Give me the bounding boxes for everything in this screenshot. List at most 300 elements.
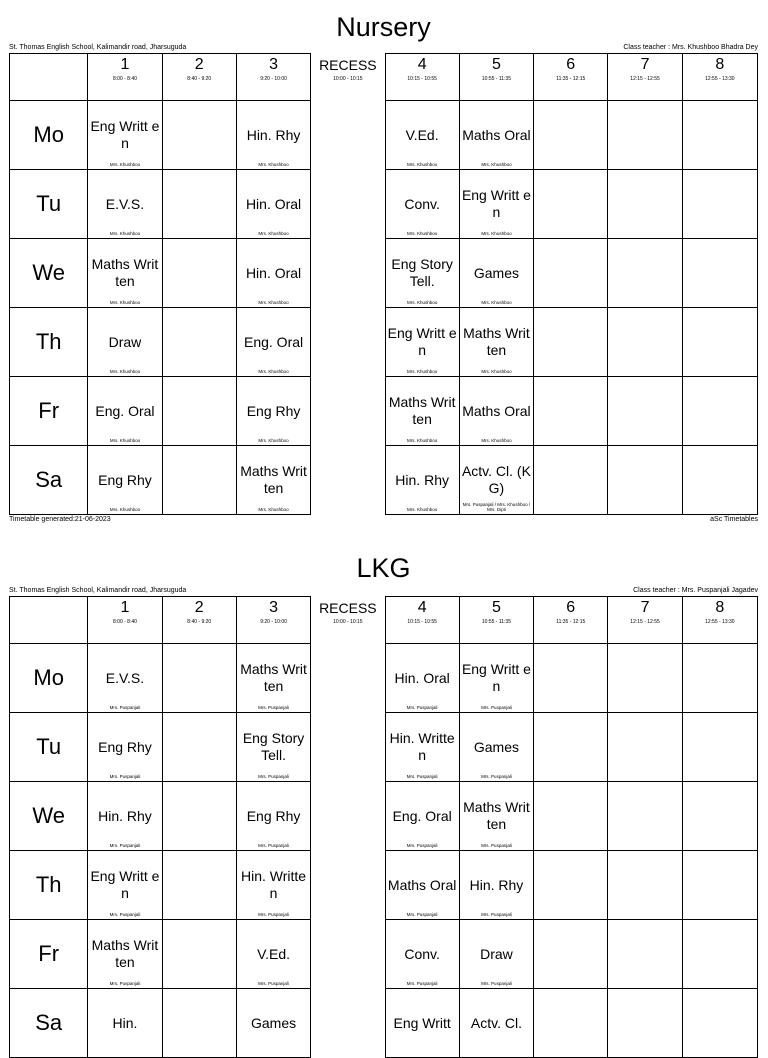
lesson-cell: [385, 377, 459, 446]
subject: V.Ed.: [257, 945, 291, 962]
teacher: Mrs. Khushboo: [481, 162, 512, 167]
teacher: Mrs. Puspanjali: [481, 912, 512, 917]
subject: Hin. Oral: [394, 669, 450, 686]
subject: Hin. Oral: [245, 264, 302, 281]
teacher: Mrs. Khushboo: [407, 369, 438, 374]
table-row: [10, 644, 758, 713]
day-label: [10, 920, 88, 989]
period-time: 12:15 - 12:55: [630, 76, 660, 82]
subject: Maths Oral: [462, 126, 531, 143]
lesson-cell: [88, 851, 162, 920]
lesson-cell: [682, 170, 757, 239]
period-time: 8:00 - 8:40: [113, 619, 137, 625]
period-number: 1: [120, 56, 130, 73]
teacher: Mrs. Puspanjali: [109, 981, 141, 986]
subject: Maths Written: [240, 661, 307, 694]
table-row: [10, 170, 758, 239]
lesson-cell: [459, 644, 533, 713]
lesson-cell: [236, 446, 310, 515]
period-number: 8: [715, 599, 725, 616]
lesson-cell: [534, 170, 608, 239]
subject: Maths Written: [463, 325, 530, 358]
lesson-cell: [682, 713, 757, 782]
school-name: St. Thomas English School, Kalimandir road, Jharsuguda: [9, 44, 187, 51]
period-header: [608, 54, 682, 101]
lesson-cell: [88, 644, 162, 713]
lesson-cell: [162, 644, 236, 713]
recess-cell: [311, 170, 385, 239]
lesson-cell: [162, 308, 236, 377]
period-time: 10:55 - 11:35: [481, 619, 511, 625]
class-teacher: Class teacher : Mrs. Khushboo Bhadra Dey: [623, 44, 758, 51]
lesson-cell: [88, 170, 162, 239]
day-label: [10, 239, 88, 308]
subject: Hin. Rhy: [98, 807, 152, 824]
teacher: Mrs. Puspanjali: [258, 774, 289, 779]
period-header: [459, 54, 533, 101]
period-number: 2: [194, 599, 204, 616]
day-label: [10, 851, 88, 920]
teacher: Mrs. Khushboo: [109, 162, 141, 167]
corner-cell: [10, 54, 88, 101]
period-header: [385, 597, 459, 644]
period-header: [459, 597, 533, 644]
teacher: Mrs. Puspanjali: [406, 705, 438, 710]
lesson-cell: [608, 101, 682, 170]
lesson-cell: [534, 101, 608, 170]
timetable-title: Nursery: [336, 12, 431, 42]
header-row: [10, 597, 758, 644]
teacher: Mrs. Puspanjali: [258, 912, 289, 917]
subject: Eng Rhy: [98, 738, 152, 755]
table-row: [10, 920, 758, 989]
teacher: Mrs. Puspanjali: [481, 981, 512, 986]
recess-cell: [311, 101, 385, 170]
lesson-cell: [385, 713, 459, 782]
lesson-cell: [608, 239, 682, 308]
period-number: 3: [269, 56, 278, 73]
teacher: Mrs. Puspanjali: [258, 981, 289, 986]
corner-cell: [10, 597, 88, 644]
teacher: Mrs. Khushboo: [109, 507, 141, 512]
subject: Maths Written: [91, 256, 159, 289]
day-label: [10, 989, 88, 1058]
subject: Eng Rhy: [246, 807, 301, 824]
lesson-cell: [385, 920, 459, 989]
subject: Eng Writt en: [90, 118, 160, 151]
lesson-cell: [236, 782, 310, 851]
period-time: 8:40 - 9:20: [187, 619, 212, 625]
day-label: [10, 170, 88, 239]
lesson-cell: [534, 851, 608, 920]
period-number: 5: [491, 599, 501, 616]
day-label: [10, 713, 88, 782]
lesson-cell: [534, 713, 608, 782]
lesson-cell: [534, 644, 608, 713]
subject: Games: [473, 264, 519, 281]
teacher: Mrs. Khushboo: [109, 438, 141, 443]
subject: Maths Written: [388, 394, 456, 427]
lesson-cell: [459, 713, 533, 782]
table-row: [10, 239, 758, 308]
lesson-cell: [608, 644, 682, 713]
teacher: Mrs. Puspanjali: [406, 843, 438, 848]
table-row: [10, 782, 758, 851]
period-number: 4: [417, 599, 427, 616]
period-header: [236, 54, 310, 101]
period-time: 8:40 - 9:20: [187, 76, 212, 82]
teacher: Mrs. Khushboo: [407, 507, 438, 512]
lesson-cell: [385, 851, 459, 920]
lesson-cell: [385, 308, 459, 377]
lesson-cell: [459, 239, 533, 308]
day-label: [10, 446, 88, 515]
lesson-cell: [682, 239, 757, 308]
period-header: [385, 54, 459, 101]
lesson-cell: [682, 446, 757, 515]
lesson-cell: [236, 920, 310, 989]
period-time: 10:15 - 10:55: [407, 76, 437, 82]
teacher: Mrs. Khushboo: [109, 369, 141, 374]
period-header: [88, 54, 162, 101]
period-number: 6: [566, 56, 576, 73]
lesson-cell: [534, 446, 608, 515]
lesson-cell: [682, 920, 757, 989]
subject: Games: [473, 738, 519, 755]
day-label: [10, 308, 88, 377]
lesson-cell: [88, 377, 162, 446]
subject: Conv.: [404, 195, 440, 212]
lesson-cell: [236, 713, 310, 782]
subject: Hin. Written: [389, 730, 455, 763]
teacher: Mrs. Khushboo: [258, 162, 289, 167]
lesson-cell: [608, 782, 682, 851]
lesson-cell: [236, 308, 310, 377]
lesson-cell: [534, 920, 608, 989]
teacher: Mrs. Puspanjali: [109, 843, 141, 848]
lesson-cell: [534, 989, 608, 1058]
class-teacher: Class teacher : Mrs. Puspanjali Jagadev: [633, 587, 758, 594]
subject: Eng Story Tell.: [242, 730, 305, 763]
lesson-cell: [682, 308, 757, 377]
lesson-cell: [88, 713, 162, 782]
subject: Maths Written: [91, 937, 159, 970]
teacher: Mrs. Khushboo: [109, 300, 141, 305]
period-number: 4: [417, 56, 427, 73]
teacher: Mrs. Puspanjali: [406, 912, 438, 917]
subject: Eng. Oral: [95, 402, 155, 419]
subject: Maths Written: [463, 799, 530, 832]
subject: Eng Story Tell.: [391, 256, 453, 289]
lesson-cell: [162, 920, 236, 989]
lesson-cell: [236, 851, 310, 920]
teacher: Mrs. Khushboo: [258, 507, 289, 512]
subject: Eng Rhy: [98, 471, 152, 488]
recess-cell: [311, 920, 385, 989]
subject: Eng. Oral: [392, 807, 452, 824]
subject: V.Ed.: [405, 126, 439, 143]
lesson-cell: [162, 377, 236, 446]
subject: Maths Oral: [462, 402, 531, 419]
period-header: [162, 54, 236, 101]
subject: E.V.S.: [105, 195, 145, 212]
lesson-cell: [88, 782, 162, 851]
subject: Hin. Written: [241, 868, 307, 901]
lesson-cell: [459, 851, 533, 920]
lesson-cell: [236, 989, 310, 1058]
day-name: Fr: [38, 398, 60, 423]
period-header: [682, 597, 757, 644]
subject: Hin. Rhy: [246, 126, 301, 143]
timetable-title: LKG: [356, 553, 411, 583]
period-number: RECESS: [319, 56, 377, 73]
teacher: Mrs. Khushboo: [109, 231, 141, 236]
subject: Hin. Oral: [245, 195, 302, 212]
lesson-cell: [88, 989, 162, 1058]
lesson-cell: [682, 377, 757, 446]
teacher: Mrs. Puspanjali: [109, 705, 141, 710]
day-name: Tu: [36, 191, 62, 216]
teacher: Mrs. Khushboo: [481, 300, 512, 305]
period-time: 12:15 - 12:55: [630, 619, 660, 625]
lesson-cell: [608, 377, 682, 446]
period-time: 9:20 - 10:00: [260, 619, 287, 625]
subject: Eng Writt en: [461, 661, 531, 694]
lesson-cell: [534, 377, 608, 446]
lesson-cell: [534, 239, 608, 308]
subject: Eng. Oral: [243, 333, 304, 350]
teacher: Mrs. Puspanjali: [481, 705, 512, 710]
lesson-cell: [608, 446, 682, 515]
teacher: Mrs. Khushboo: [481, 369, 512, 374]
period-header: [534, 54, 608, 101]
period-time: 10:55 - 11:35: [481, 76, 511, 82]
lesson-cell: [236, 644, 310, 713]
subject: Eng Writt en: [90, 868, 160, 901]
lesson-cell: [459, 920, 533, 989]
recess-cell: [311, 446, 385, 515]
lesson-cell: [385, 989, 459, 1058]
recess-cell: [311, 713, 385, 782]
subject: Eng Rhy: [246, 402, 301, 419]
recess-cell: [311, 377, 385, 446]
lesson-cell: [88, 308, 162, 377]
teacher: Mrs. Khushboo: [258, 231, 289, 236]
header-row: [10, 54, 758, 101]
subject: Actv. Cl.: [470, 1014, 522, 1031]
table-row: [10, 713, 758, 782]
day-name: Th: [35, 329, 62, 354]
teacher: Mrs. Puspanjali: [109, 912, 141, 917]
lesson-cell: [88, 239, 162, 308]
period-header: [534, 597, 608, 644]
school-name: St. Thomas English School, Kalimandir road, Jharsuguda: [9, 587, 187, 594]
day-name: Sa: [35, 1010, 63, 1035]
lesson-cell: [162, 170, 236, 239]
period-number: 2: [194, 56, 204, 73]
period-time: 12:55 - 13:30: [705, 619, 735, 625]
subject: Hin. Rhy: [469, 876, 524, 893]
lesson-cell: [459, 101, 533, 170]
day-label: [10, 377, 88, 446]
timetable-grid: [9, 53, 758, 515]
lesson-cell: [608, 920, 682, 989]
period-header: [682, 54, 757, 101]
recess-cell: [311, 782, 385, 851]
lesson-cell: [682, 851, 757, 920]
lesson-cell: [459, 782, 533, 851]
day-name: Sa: [35, 467, 63, 492]
recess-cell: [311, 239, 385, 308]
table-row: [10, 377, 758, 446]
lesson-cell: [385, 782, 459, 851]
lesson-cell: [236, 170, 310, 239]
lesson-cell: [162, 101, 236, 170]
timetable-generated: Timetable generated:21-06-2023: [9, 516, 111, 523]
period-header: [88, 597, 162, 644]
period-number: 3: [269, 599, 278, 616]
teacher: Mrs. Khushboo: [481, 231, 512, 236]
period-header: [162, 597, 236, 644]
lesson-cell: [162, 782, 236, 851]
table-row: [10, 851, 758, 920]
lesson-cell: [162, 446, 236, 515]
day-name: Mo: [33, 122, 64, 147]
teacher: Mrs. Khushboo: [407, 438, 438, 443]
lesson-cell: [385, 170, 459, 239]
lesson-cell: [385, 239, 459, 308]
recess-cell: [311, 851, 385, 920]
lesson-cell: [608, 851, 682, 920]
teacher: Mrs. Khushboo: [407, 231, 438, 236]
period-number: 7: [640, 56, 650, 73]
day-label: [10, 644, 88, 713]
table-row: [10, 101, 758, 170]
lesson-cell: [682, 989, 757, 1058]
lesson-cell: [459, 989, 533, 1058]
period-number: 6: [566, 599, 576, 616]
lesson-cell: [534, 308, 608, 377]
lesson-cell: [88, 101, 162, 170]
teacher: Mrs. Puspanjali: [258, 705, 289, 710]
subject: Actv. Cl. (KG): [461, 463, 531, 496]
period-time: 10:00 - 10:15: [333, 75, 363, 82]
lesson-cell: [236, 101, 310, 170]
teacher: Mrs. Puspanjali / Mrs. Khushboo / Mrs. Dipti: [462, 502, 531, 512]
lesson-cell: [682, 644, 757, 713]
subject: E.V.S.: [105, 669, 145, 686]
teacher: Mrs. Puspanjali: [481, 774, 512, 779]
timetable-grid: [9, 596, 758, 1058]
teacher: Mrs. Puspanjali: [406, 981, 438, 986]
subject: Draw: [480, 945, 513, 962]
recess-header: [311, 54, 385, 101]
lesson-cell: [88, 446, 162, 515]
lesson-cell: [608, 308, 682, 377]
period-time: 10:00 - 10:15: [333, 618, 363, 625]
lesson-cell: [608, 989, 682, 1058]
recess-cell: [311, 644, 385, 713]
subject: Conv.: [404, 945, 440, 962]
period-time: 11:35 - 12:15: [556, 619, 586, 625]
lesson-cell: [162, 239, 236, 308]
period-time: 9:20 - 10:00: [260, 76, 287, 82]
subject: Hin. Rhy: [395, 471, 449, 488]
period-time: 12:55 - 13:30: [705, 76, 735, 82]
period-time: 10:15 - 10:55: [407, 619, 437, 625]
lesson-cell: [236, 377, 310, 446]
table-row: [10, 446, 758, 515]
teacher: Mrs. Puspanjali: [481, 843, 512, 848]
period-number: 7: [640, 599, 650, 616]
lesson-cell: [459, 446, 533, 515]
subject: Maths Oral: [387, 876, 457, 893]
teacher: Mrs. Khushboo: [481, 438, 512, 443]
day-name: We: [32, 803, 65, 828]
lesson-cell: [534, 782, 608, 851]
period-number: 8: [715, 56, 725, 73]
lesson-cell: [459, 170, 533, 239]
period-number: RECESS: [319, 599, 377, 616]
day-label: [10, 782, 88, 851]
period-header: [236, 597, 310, 644]
teacher: Mrs. Puspanjali: [406, 774, 438, 779]
lesson-cell: [162, 989, 236, 1058]
teacher: Mrs. Khushboo: [258, 300, 289, 305]
lesson-cell: [385, 644, 459, 713]
recess-cell: [311, 308, 385, 377]
lesson-cell: [162, 713, 236, 782]
lesson-cell: [88, 920, 162, 989]
lesson-cell: [385, 446, 459, 515]
lesson-cell: [162, 851, 236, 920]
period-header: [608, 597, 682, 644]
lesson-cell: [682, 782, 757, 851]
period-time: 8:00 - 8:40: [113, 76, 137, 82]
teacher: Mrs. Khushboo: [258, 369, 289, 374]
period-number: 1: [120, 599, 130, 616]
day-name: Mo: [33, 665, 64, 690]
day-name: Fr: [38, 941, 60, 966]
teacher: Mrs. Khushboo: [407, 300, 438, 305]
subject: Eng Writt en: [387, 325, 457, 358]
period-time: 11:35 - 12:15: [556, 76, 586, 82]
day-name: We: [32, 260, 65, 285]
teacher: Mrs. Puspanjali: [258, 843, 289, 848]
subject: Hin.: [112, 1014, 138, 1031]
teacher: Mrs. Puspanjali: [109, 774, 141, 779]
table-row: [10, 308, 758, 377]
teacher: Mrs. Khushboo: [407, 162, 438, 167]
software-credit: aSc Timetables: [710, 516, 758, 523]
lesson-cell: [236, 239, 310, 308]
subject: Eng Writt: [393, 1014, 451, 1031]
day-name: Th: [35, 872, 62, 897]
lesson-cell: [459, 377, 533, 446]
day-name: Tu: [36, 734, 62, 759]
recess-header: [311, 597, 385, 644]
recess-cell: [311, 989, 385, 1058]
subject: Draw: [108, 333, 142, 350]
lesson-cell: [459, 308, 533, 377]
lesson-cell: [682, 101, 757, 170]
table-row: [10, 989, 758, 1058]
period-number: 5: [491, 56, 501, 73]
lesson-cell: [385, 101, 459, 170]
subject: Games: [250, 1014, 297, 1031]
subject: Eng Writt en: [461, 187, 531, 220]
subject: Maths Written: [240, 463, 307, 496]
